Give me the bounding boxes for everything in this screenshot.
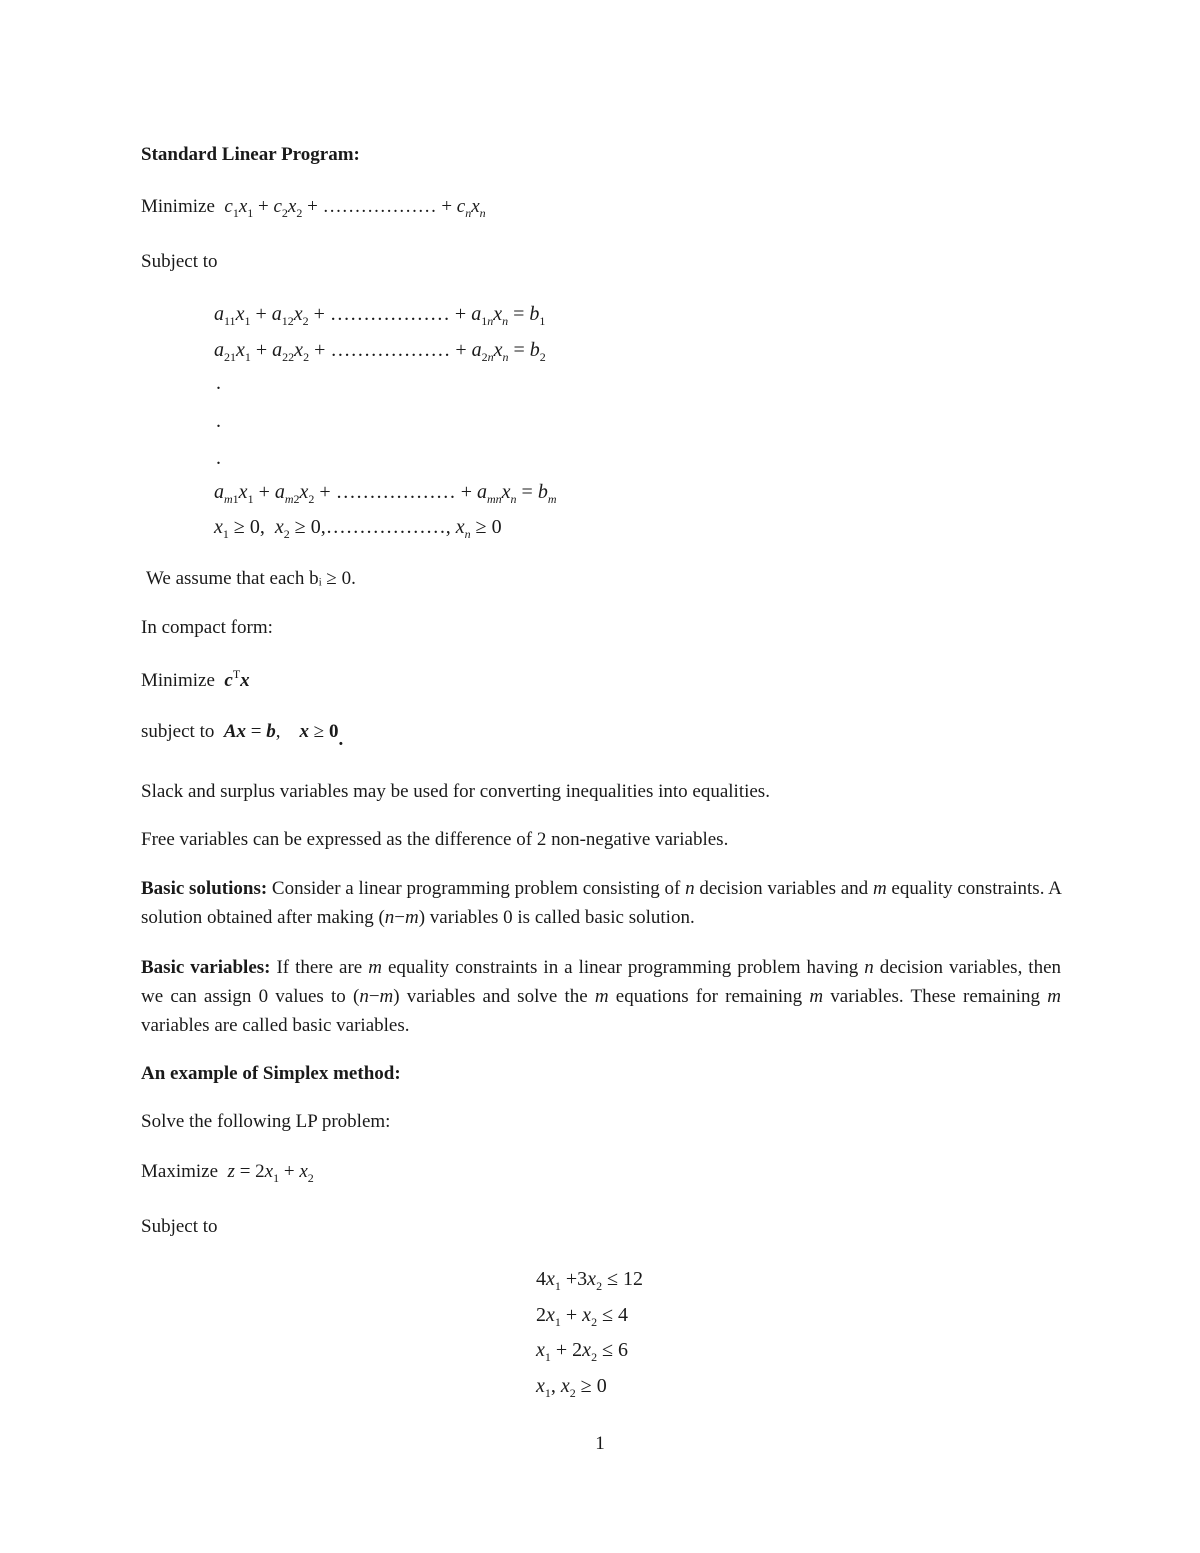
- constraint-row-2: $a_{21}x_1 + a_{22}x_2$ + ……………… + $a_{2n}x_n = b_2$: [214, 339, 546, 364]
- assumption-sentence: We assume that each bᵢ ≥ 0.: [146, 568, 356, 589]
- section-heading-example: An example of Simplex method:: [141, 1063, 401, 1084]
- constraint-row-1: $a_{11}x_1 + a_{12}x_2$ + ……………… + $a_{1n}x_n = b_1$: [214, 303, 546, 328]
- example-objective: Maximize $z = 2x_1 + x_2$: [141, 1161, 314, 1185]
- continuation-dot: .: [216, 410, 221, 432]
- example-subject-to: Subject to: [141, 1216, 218, 1237]
- example-constraint-3: $x_1 + 2x_2 \le 6$: [536, 1339, 629, 1364]
- nonnegativity-row: $x_1 \ge 0$, $x_2$ ≥ 0,………………, $x_n \ge 0$: [214, 516, 502, 541]
- compact-constraints: subject to Ax = b, x ≥ 0.: [141, 721, 344, 750]
- free-variables-sentence: Free variables can be expressed as the difference of 2 non-negative variables.: [141, 829, 729, 850]
- ellipsis: ………………: [322, 196, 437, 217]
- subject-to-label: Subject to: [141, 251, 218, 272]
- objective-line: [141, 195, 486, 219]
- example-constraint-1: $4x_1 +3x_2 \le 12$: [536, 1268, 644, 1293]
- basic-variables-paragraph: Basic variables: If there are m equality constraints in a linear programming problem having n decision variables, then we can assign 0 values to (n−m) variables and solve the m equations for remaining m variables. These remaining m variables are called basic variables.: [141, 957, 1062, 1036]
- constraint-row-m: $a_{m1}x_1 + a_{m2}x_2$ + ……………… + $a_{mn}x_n = b_m$: [214, 481, 557, 506]
- section-heading-standard-lp: Standard Linear Program:: [141, 144, 360, 165]
- example-nonnegativity: $x_1$, $x_2 \ge 0$: [536, 1375, 607, 1400]
- objective-expression: $c_1x_1 + c_2x_2$ + ……………… + $c_nx_n$: [224, 196, 486, 220]
- example-constraint-2: $2x_1 + x_2 \le 4$: [536, 1304, 629, 1329]
- slack-sentence: Slack and surplus variables may be used for converting inequalities into equalities.: [141, 781, 770, 802]
- continuation-dot: .: [216, 372, 221, 394]
- minimize-label: Minimize: [141, 196, 215, 217]
- basic-solutions-paragraph: Basic solutions: Consider a linear programming problem consisting of n decision variables and m equality constraints. A solution obtained after making (n−m) variables 0 is called basic solution.: [141, 878, 1061, 928]
- page-number: 1: [595, 1433, 605, 1454]
- solve-sentence: Solve the following LP problem:: [141, 1111, 391, 1132]
- compact-objective: Minimize $c^Tx$: [141, 667, 250, 691]
- compact-form-label: In compact form:: [141, 617, 273, 638]
- continuation-dot: .: [216, 447, 221, 469]
